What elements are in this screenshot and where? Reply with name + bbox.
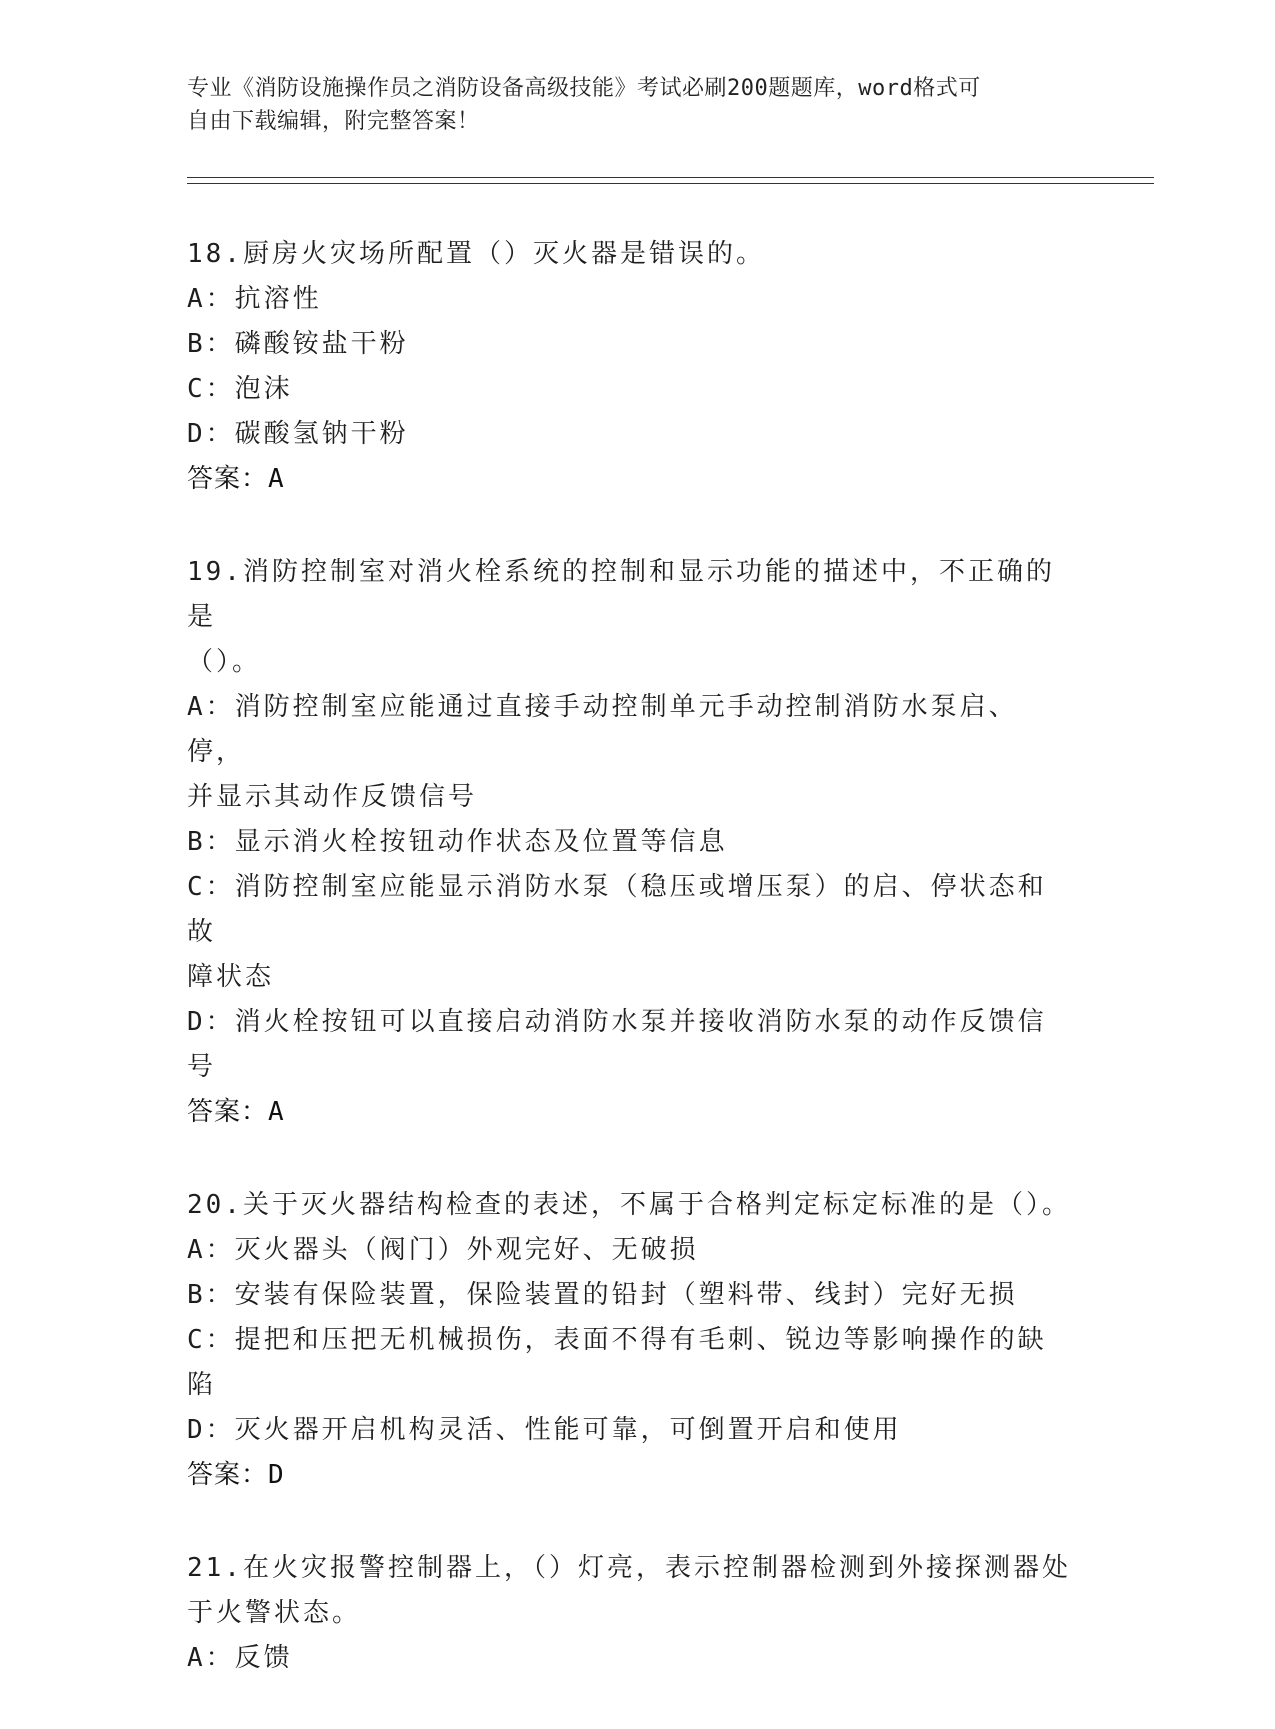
answer-option: C：提把和压把无机械损伤，表面不得有毛刺、锐边等影响操作的缺陷 [187,1325,1047,1400]
answer-option: B：磷酸铵盐干粉 [187,329,409,359]
header-divider [187,177,1154,184]
question-stem: 18.厨房火灾场所配置（）灭火器是错误的。 [187,239,765,269]
answer-option: C：消防控制室应能显示消防水泵（稳压或增压泵）的启、停状态和故 [187,872,1047,947]
answer-value: D [268,1460,285,1490]
answer-option: C：泡沫 [187,374,293,404]
answer-option: A：抗溶性 [187,284,322,314]
document-header [187,72,1067,138]
question-stem: 20.关于灭火器结构检查的表述，不属于合格判定标定标准的是（）。 [187,1190,1071,1220]
question-block [187,232,1072,502]
question-block [187,1183,1072,1498]
answer-option: B：显示消火栓按钮动作状态及位置等信息 [187,827,728,857]
question-block [187,1546,1072,1681]
answer-option: B：安装有保险装置，保险装置的铅封（塑料带、线封）完好无损 [187,1280,1018,1310]
header-line-2: 自由下载编辑，附完整答案！ [187,109,480,134]
answer-value: A [268,464,285,494]
question-stem: 于火警状态。 [187,1598,362,1628]
question-block [187,550,1072,1135]
answer-key [187,1453,1072,1498]
answer-option: A：消防控制室应能通过直接手动控制单元手动控制消防水泵启、停， [187,692,1018,767]
answer-label: 答案： [187,1460,269,1490]
answer-key [187,457,1072,502]
answer-key [187,1090,1072,1135]
question-stem: （）。 [187,647,262,677]
question-stem: 19.消防控制室对消火栓系统的控制和显示功能的描述中，不正确的是 [187,557,1055,632]
answer-option: D：消火栓按钮可以直接启动消防水泵并接收消防水泵的动作反馈信号 [187,1007,1047,1082]
answer-option: 障状态 [187,962,275,992]
answer-option: A：灭火器头（阀门）外观完好、无破损 [187,1235,699,1265]
header-line-1: 专业《消防设施操作员之消防设备高级技能》考试必刷200题题库，word格式可 [187,76,981,101]
answer-option: D：碳酸氢钠干粉 [187,419,409,449]
question-list [187,232,1072,1729]
answer-option: A：反馈 [187,1643,293,1673]
answer-option: 并显示其动作反馈信号 [187,782,478,812]
answer-label: 答案： [187,1097,269,1127]
question-stem: 21.在火灾报警控制器上，（）灯亮，表示控制器检测到外接探测器处 [187,1553,1071,1583]
answer-value: A [268,1097,285,1127]
answer-option: D：灭火器开启机构灵活、性能可靠，可倒置开启和使用 [187,1415,902,1445]
answer-label: 答案： [187,464,269,494]
